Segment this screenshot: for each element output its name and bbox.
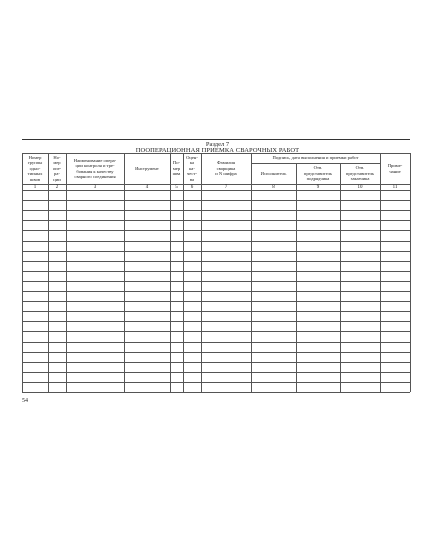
- table-row-line: [22, 261, 410, 262]
- column-header-5: По- мер шва: [172, 160, 181, 177]
- column-number-3: 3: [93, 185, 97, 190]
- section-title: Раздел 7: [205, 141, 230, 148]
- column-number-1: 1: [33, 185, 37, 190]
- column-number-8: 8: [272, 185, 275, 190]
- column-number-6: 6: [190, 185, 194, 190]
- column-header-4: Инструмент: [135, 165, 159, 171]
- top-rule: [22, 139, 410, 140]
- column-line: [296, 163, 297, 392]
- column-header-10: Отв. представитель заказчика: [345, 165, 375, 182]
- column-number-9: 9: [316, 185, 320, 190]
- column-number-7: 7: [224, 185, 228, 190]
- table-row-line: [22, 230, 410, 231]
- column-line: [410, 153, 411, 392]
- column-line: [340, 163, 341, 392]
- table-row-line: [22, 331, 410, 332]
- table-row-line: [22, 241, 410, 242]
- table-row-line: [22, 210, 410, 211]
- column-number-4: 4: [145, 185, 149, 190]
- column-number-11: 11: [392, 185, 398, 190]
- column-header-2: Но- мер опе- ра- ции: [52, 154, 62, 182]
- table-row-line: [22, 271, 410, 272]
- table-row-line: [22, 251, 410, 252]
- table-row-line: [22, 281, 410, 282]
- column-header-7: Фамилия сварщика и N шифра: [215, 160, 237, 177]
- number-row-line: [22, 190, 410, 191]
- column-header-8: Исполнитель: [260, 170, 287, 176]
- table-bottom-line: [22, 392, 410, 393]
- column-header-9: Отв. представитель подрядчика: [303, 165, 333, 182]
- page-number: 54: [22, 398, 28, 404]
- table-row-line: [22, 200, 410, 201]
- table-row-line: [22, 321, 410, 322]
- table-row-line: [22, 301, 410, 302]
- table-row-line: [22, 382, 410, 383]
- column-number-10: 10: [357, 185, 363, 190]
- column-header-1: Номер группы одно- типных швов: [27, 154, 43, 182]
- column-number-5: 5: [175, 185, 178, 190]
- column-number-2: 2: [55, 185, 59, 190]
- table-row-line: [22, 372, 410, 373]
- column-header-6: Оцен- ка ка- чест- ва: [186, 154, 198, 182]
- table-row-line: [22, 352, 410, 353]
- table-row-line: [22, 342, 410, 343]
- table-row-line: [22, 311, 410, 312]
- table-row-line: [22, 291, 410, 292]
- table-row-line: [22, 362, 410, 363]
- column-header-3: Наименование опера- ции контроля и тре- бования к качеству сварного соединения: [73, 157, 117, 179]
- column-header-11: Приме- чание: [387, 163, 403, 174]
- table-row-line: [22, 220, 410, 221]
- table-title: ПООПЕРАЦИОННАЯ ПРИЕМКА СВАРОЧНЫХ РАБОТ: [135, 147, 300, 154]
- signature-group-header: Подпись, дата выполнения и приемки работ: [272, 155, 359, 161]
